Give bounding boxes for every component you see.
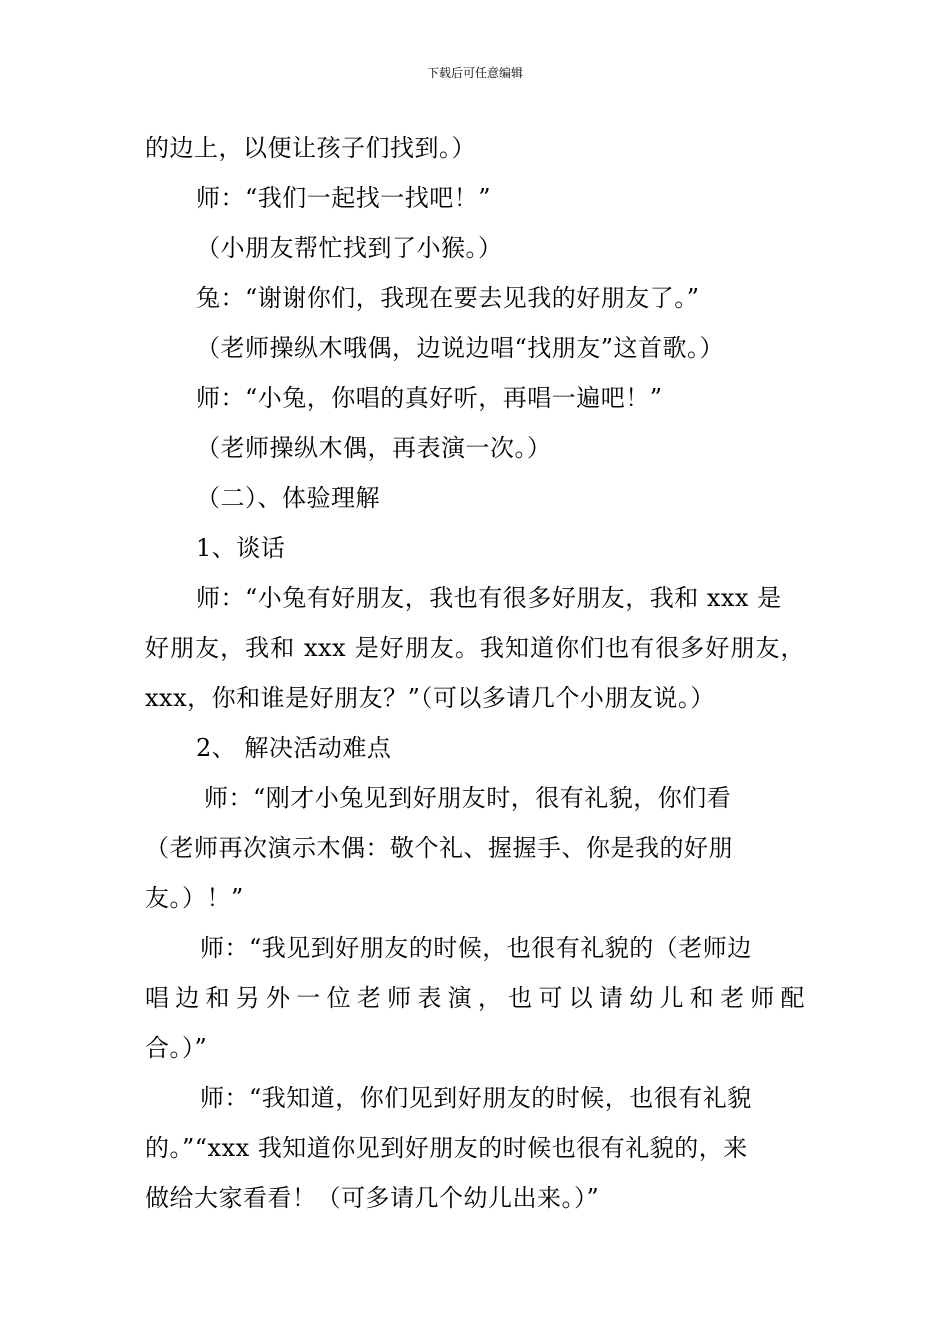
text-line: 友。）！”	[145, 884, 244, 912]
text-line: 唱边和另外一位老师表演，也可以请幼儿和老师配	[145, 984, 805, 1012]
text-line: 师：“我见到好朋友的时候，也很有礼貌的（老师边	[200, 934, 752, 962]
text-line: xxx，你和谁是好朋友？”（可以多请几个小朋友说。）	[145, 684, 715, 712]
subsection-heading: 1、谈话	[196, 534, 286, 562]
subsection-heading: 2、 解决活动难点	[196, 734, 392, 762]
text-line: 师：“我们一起找一找吧！”	[196, 184, 492, 212]
text-line: （老师操纵木哦偶，边说边唱“找朋友”这首歌。）	[196, 334, 725, 362]
text-line: 的。”“xxx 我知道你见到好朋友的时候也很有礼貌的，来	[145, 1134, 748, 1162]
text-line: 师：“我知道，你们见到好朋友的时候，也很有礼貌	[200, 1084, 752, 1112]
text-line: 合。）”	[145, 1034, 208, 1062]
text-line: 的边上，以便让孩子们找到。）	[145, 134, 476, 162]
text-line: 好朋友，我和 xxx 是好朋友。我知道你们也有很多好朋友，	[145, 634, 805, 662]
text-line: 师：“小兔有好朋友，我也有很多好朋友，我和 xxx 是	[196, 584, 782, 612]
text-line: （老师再次演示木偶：敬个礼、握握手、你是我的好朋	[145, 834, 733, 862]
text-line: （老师操纵木偶，再表演一次。）	[196, 434, 552, 462]
section-heading: （二）、体验理解	[196, 484, 380, 512]
text-line: 做给大家看看！（可多请几个幼儿出来。）”	[145, 1184, 600, 1212]
text-line: 师：“小兔，你唱的真好听，再唱一遍吧！”	[196, 384, 663, 412]
text-line: （小朋友帮忙找到了小猴。）	[196, 234, 503, 262]
text-line: 师：“刚才小兔见到好朋友时，很有礼貌，你们看	[204, 784, 732, 812]
page-header: 下载后可任意编辑	[426, 66, 523, 80]
text-line: 兔：“谢谢你们，我现在要去见我的好朋友了。”	[196, 284, 700, 312]
